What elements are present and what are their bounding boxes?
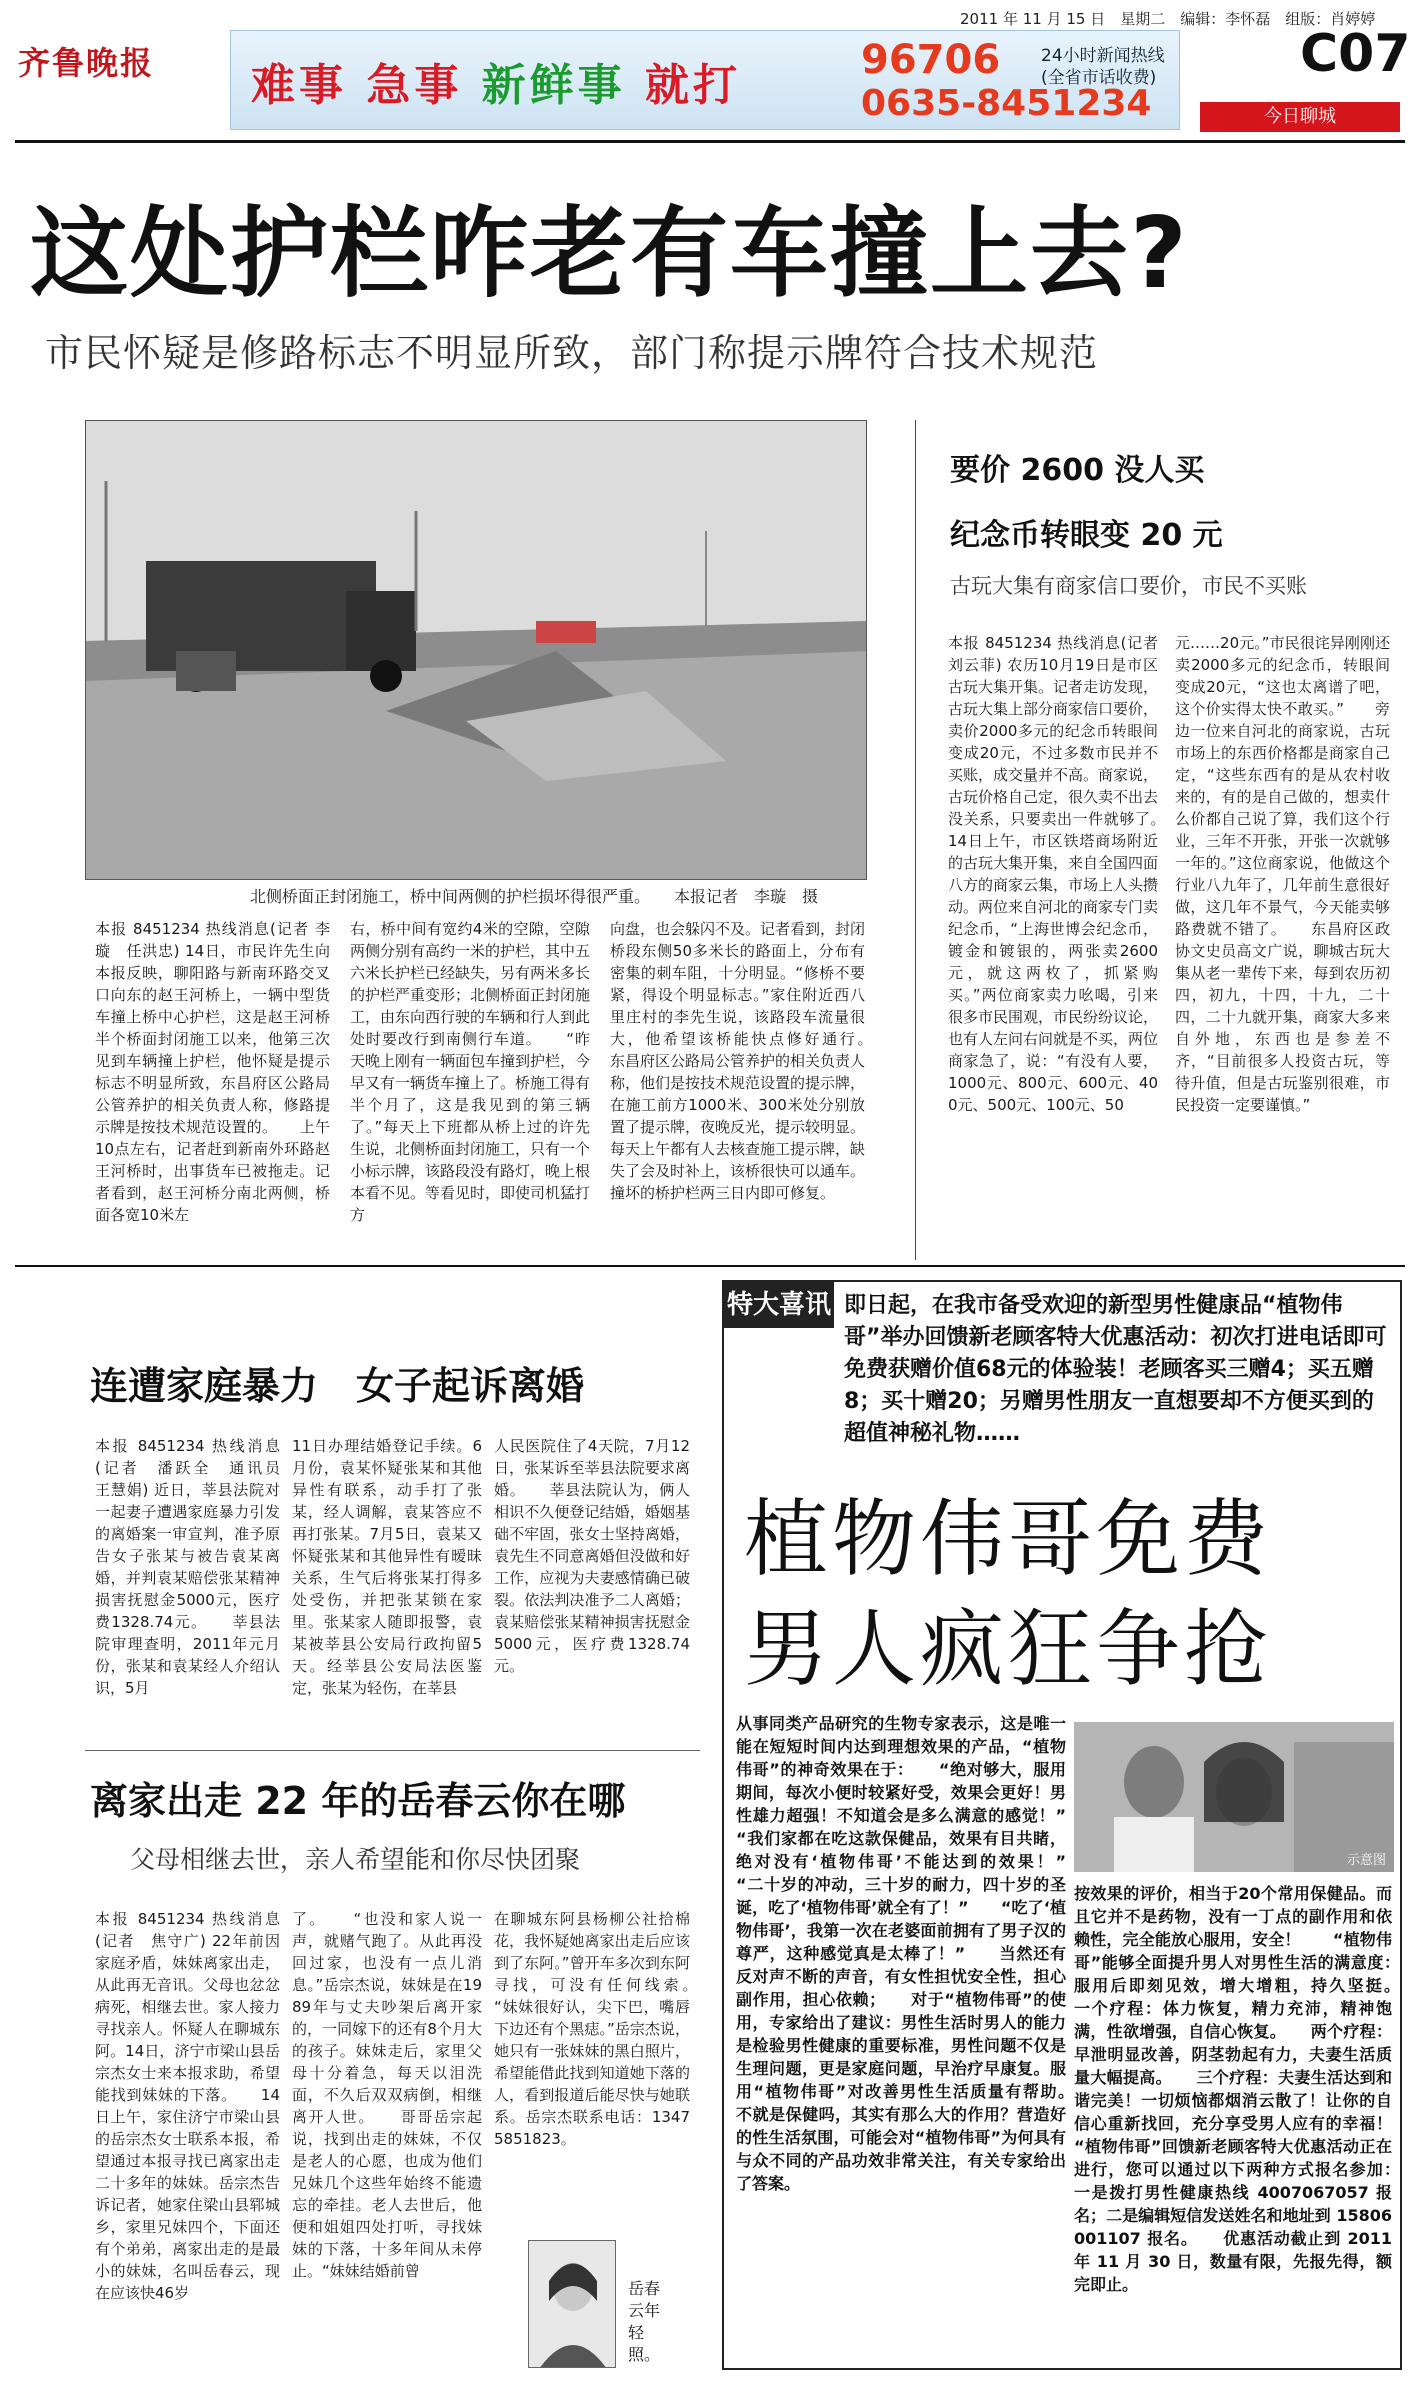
violence-body-col3: 人民医院住了4天院，7月12日，张某诉至莘县法院要求离婚。 莘县法院认为，俩人相识不久便登记结婚，婚姻基础不牢固，张女士坚持离婚，袁先生不同意离婚但没做和好工作，应视为夫妻感情确已破裂。依法判决准予二人离婚；袁某赔偿张某精神损害抚慰金5000元，医疗费1328.74元。 (494, 1437, 690, 1675)
advert-tag: 特大喜讯 (724, 1282, 834, 1328)
photo-caption: 北侧桥面正封闭施工，桥中间两侧的护栏损坏得很严重。 本报记者 李璇 摄 (250, 887, 819, 906)
main-headline: 这处护栏咋老有车撞上去? (30, 197, 1189, 311)
hotline-full-number: 0635-8451234 (861, 83, 1152, 124)
missing-body-col2: 了。 “也没和家人说一声，就赌气跑了。从此再没回过家，也没有一点儿消息。”岳宗杰说，妹妹是在1989年与丈夫吵架后离开家的，一同嫁下的还有8个月大的孩子。妹妹走后，家里父母十分着急，每天以泪洗面，不久后双双病倒，相继离开人世。 哥哥岳宗起说，找到出走的妹妹，不仅是老人的心愿，也成为他们兄妹几个这些年始终不能遗忘的牵挂。老人去世后，他便和姐姐四处打听，寻找妹妹的下落，十多年间从未停止。“妹妹结婚前曾 (292, 1910, 482, 2280)
health-product-advert (722, 1280, 1402, 2370)
coin-body-col2: 元……20元。”市民很诧异刚刚还卖2000多元的纪念币，转眼间变成20元，“这也太离谱了吧，这个价实得太快不敢买。” 旁边一位来自河北的商家说，古玩市场上的东西价格都是商家自己定，“这些东西有的是从农村收来的，有的是自己做的，想卖什么价都自己说了算，我们这个行业，三年不开张，开张一次就够一年的。”这位商家说，他做这个行业八九年了，几年前生意很好做，这几年不景气，今天能卖够路费就不错了。 东昌府区政协文史员高文广说，聊城古玩大集从老一辈传下来，每到农历初四，初九，十四，十九，二十四，二十九就开集，商家大多来自外地，东西也是参差不齐，“目前很多人投资古玩，等待升值，但是古玩鉴别很难，市民投资一定要谨慎。” (1175, 634, 1390, 1114)
date-editor-line: 2011 年 11 月 15 日 星期二 编辑：李怀磊 组版：肖婷婷 (960, 10, 1376, 28)
newspaper-logo: 齐鲁晚报 (18, 44, 155, 82)
hotline-note: 24小时新闻热线 (1041, 46, 1165, 66)
portrait-illustration (529, 2241, 616, 2368)
hotline-note-fee: (全省市话收费) (1041, 68, 1157, 88)
missing-person-portrait (528, 2240, 616, 2368)
violence-headline: 连遭家庭暴力 女子起诉离婚 (90, 1364, 585, 1408)
column-divider (915, 420, 916, 1260)
missing-headline: 离家出走 22 年的岳春云你在哪 (90, 1779, 626, 1823)
coin-headline-line1: 要价 2600 没人买 (950, 453, 1205, 488)
hotline-short-number: 96706 (861, 37, 1001, 83)
advert-title-line1: 植物伟哥免费 (744, 1490, 1273, 1588)
advert-title-line2: 男人疯狂争抢 (744, 1600, 1273, 1698)
hotline-banner (230, 30, 1180, 130)
main-body-col2: 右，桥中间有宽约4米的空隙，空隙两侧分别有高约一米的护栏，其中五六米长护栏已经缺失，另有两米多长的护栏严重变形；北侧桥面正封闭施工，由东向西行驶的车辆和行人到此处时要改行到南侧行车道。 “昨天晚上刚有一辆面包车撞到护栏，今早又有一辆货车撞上了。桥施工得有半个月了，这是我见到的第三辆了。”每天上下班都从桥上过的许先生说，北侧桥面封闭施工，只有一个小标示牌，该路段没有路灯，晚上根本看不见。等看见时，即使司机猛打方 (350, 920, 590, 1224)
missing-body-col1: 本报 8451234 热线消息(记者 焦守广) 22年前因家庭矛盾，妹妹离家出走，从此再无音讯。父母也忿忿病死，相继去世。家人接力寻找亲人。怀疑人在聊城东阿。14日，济宁市梁山县岳宗杰女士来本报求助，希望能找到妹妹的下落。 14日上午，家住济宁市梁山县的岳宗杰女士联系本报，希望通过本报寻找已离家出走二十多年的妹妹。岳宗杰告诉记者，她家住梁山县郓城乡，家里兄妹四个，下面还有个弟弟，离家出走的是最小的妹妹，名叫岳春云，现在应该快46岁 (95, 1910, 280, 2302)
advert-couple-photo (1074, 1722, 1394, 1872)
advert-photo-label: 示意图 (1346, 1853, 1386, 1868)
advert-lead: 即日起，在我市备受欢迎的新型男性健康品“植物伟哥”举办回馈新老顾客特大优惠活动：初次打进电话即可免费获赠价值68元的体验装！老顾客买三赠4；买五赠8；买十赠20；另赠男性朋友一直想要却不方便买到的超值神秘礼物…… (844, 1293, 1387, 1446)
coin-body-col1: 本报 8451234 热线消息(记者 刘云菲) 农历10月19日是市区古玩大集开集。记者走访发现，古玩大集上部分商家信口要价，卖价2000多元的纪念币转眼间变成20元，不过多数市民并不买账，成交量并不高。商家说，古玩价格自己定，很久卖不出去没关系，只要卖出一件就够了。 14日上午，市区铁塔商场附近的古玩大集开集，来自全国四面八方的商家云集，市场上人头攒动。两位来自河北的商家专门卖纪念币，“上海世博会纪念币，镀金和镀银的，两张卖2600元，就这两枚了，抓紧购买。”两位商家卖力吆喝，引来很多市民围观，市民纷纷议论，也有人左问右问就是不买，两位商家急了，说：“有没有人要，1000元、800元、600元、400元、500元、100元、50 (948, 634, 1158, 1114)
slogan-word: 新鲜事 (481, 60, 626, 111)
coin-headline-line2: 纪念币转眼变 20 元 (950, 518, 1223, 553)
slogan-word: 急事 (366, 60, 463, 111)
banner-slogan (251, 49, 741, 113)
section-label: 今日聊城 (1200, 102, 1400, 132)
missing-body-col3: 在聊城东阿县杨柳公社拾棉花，我怀疑她离家出走后应该到了东阿。”曾开车多次到东阿寻找，可没有任何线索。 “妹妹很好认，尖下巴，嘴唇下边还有个黑痣。”岳宗杰说，她只有一张妹妹的黑白照片，希望能借此找到知道她下落的人，看到报道后能尽快与她联系。岳宗杰联系电话：13475851823。 (494, 1910, 690, 2148)
main-body-col1: 本报 8451234 热线消息(记者 李璇 任洪忠) 14日，市民许先生向本报反映，聊阳路与新南环路交叉口向东的赵王河桥上，一辆中型货车撞上桥中心护栏，这是赵王河桥半个桥面封闭施工以来，他第三次见到车辆撞上护栏，他怀疑是提示标志不明显所致，东昌府区公路局公管养护的相关负责人称，修路提示牌是按技术规范设置的。 上午10点左右，记者赶到新南外环路赵王河桥时，出事货车已被拖走。记者看到，赵王河桥分南北两侧，桥面各宽10米左 (95, 920, 330, 1224)
missing-subhead: 父母相继去世，亲人希望能和你尽快团聚 (130, 1845, 581, 1874)
advert-body-left: 从事同类产品研究的生物专家表示，这是唯一能在短短时间内达到理想效果的产品，“植物伟哥”的神奇效果在于： “绝对够大，服用期间，每次小便时较紧好受，效果会更好！男性雄力超强！不知道会是多么满意的感觉！” “我们家都在吃这款保健品，效果有目共睹，绝对没有‘植物伟哥’不能达到的效果！” “二十岁的冲动，三十岁的耐力，四十岁的圣诞，吃了‘植物伟哥’就全有了！” “吃了‘植物伟哥’，我第一次在老婆面前拥有了男子汉的尊严，这种感觉真是太棒了！” 当然还有反对声不断的声音，有女性担忧安全性，担心副作用，担心依赖； 对于“植物伟哥”的使用，专家给出了建议：男性生活时男人的能力是检验男性健康的重要标准，男性问题不仅是生理问题，更是家庭问题，早治疗早康复。服用“植物伟哥”对改善男性生活质量有帮助。 不就是保健吗，其实有那么大的作用？营造好的性生活氛围，可能会对“植物伟哥”为何具有与众不同的产品功效非常关注，有关专家给出了答案。 (736, 1714, 1066, 2193)
story-divider (85, 1750, 700, 1751)
main-subhead: 市民怀疑是修路标志不明显所致，部门称提示牌符合技术规范 (45, 331, 1099, 375)
bridge-photo-illustration (86, 421, 867, 880)
masthead-divider (15, 140, 1405, 143)
page-number: C07 (1300, 24, 1411, 84)
section-divider (15, 1265, 1405, 1267)
violence-body-col2: 11日办理结婚登记手续。6月份，袁某怀疑张某和其他异性有联系，动手打了张某，经人调解，袁某答应不再打张某。7月5日，袁某又怀疑张某和其他异性有暧昧关系，生气后将张某打得多处受伤，并把张某锁在家里。张某家人随即报警，袁某被莘县公安局行政拘留5天。经莘县公安局法医鉴定，张某为轻伤，在莘县 (292, 1437, 482, 1697)
coin-subhead: 古玩大集有商家信口要价，市民不买账 (950, 574, 1307, 598)
slogan-word: 就打 (644, 60, 741, 111)
violence-body-col1: 本报 8451234 热线消息(记者 潘跃全 通讯员 王慧娟) 近日，莘县法院对一起妻子遭遇家庭暴力引发的离婚案一审宣判，准予原告女子张某与被告袁某离婚，并判袁某赔偿张某精神损害抚慰金5000元，医疗费1328.74元。 莘县法院审理查明，2011年元月份，张某和袁某经人介绍认识，5月 (95, 1437, 280, 1697)
bridge-photo (85, 420, 867, 880)
main-body-col3: 向盘，也会躲闪不及。记者看到，封闭桥段东侧50多米长的路面上，分布有密集的刺车阻，十分明显。“修桥不要紧，得设个明显标志。”家住附近西八里庄村的李先生说，该路段车流量很大，他希望该桥能快点修好通行。 东昌府区公路局公管养护的相关负责人称，他们是按技术规范设置的提示牌，在施工前方1000米、300米处分别放置了提示牌，夜晚反光，提示较明显。每天上午都有人去核查施工提示牌，缺失了会及时补上，该桥很快可以通车。撞坏的桥护栏两三日内即可修复。 (610, 920, 865, 1202)
advert-body-right: 按效果的评价，相当于20个常用保健品。而且它并不是药物，没有一丁点的副作用和依赖性，完全能放心服用，安全！ “植物伟哥”能够全面提升男人对男性生活的满意度： 服用后即刻见效，增大增粗，持久坚挺。 一个疗程：体力恢复，精力充沛，精神饱满，性欲增强，自信心恢复。 两个疗程：早泄明显改善，阴茎勃起有力，夫妻生活质量大幅提高。 三个疗程：夫妻生活达到和谐完美！一切烦恼都烟消云散了！让你的自信心重新找回，充分享受男人应有的幸福！ “植物伟哥”回馈新老顾客特大优惠活动正在进行，您可以通过以下两种方式报名参加： 一是拨打男性健康热线 4007067057 报名；二是编辑短信发送姓名和地址到 15806001107 报名。 优惠活动截止到 2011 年 11 月 30 日，数量有限，先报先得，额完即止。 (1074, 1884, 1392, 2294)
slogan-word: 难事 (251, 60, 347, 111)
portrait-caption: 岳春云年轻照。 (628, 2279, 661, 2364)
